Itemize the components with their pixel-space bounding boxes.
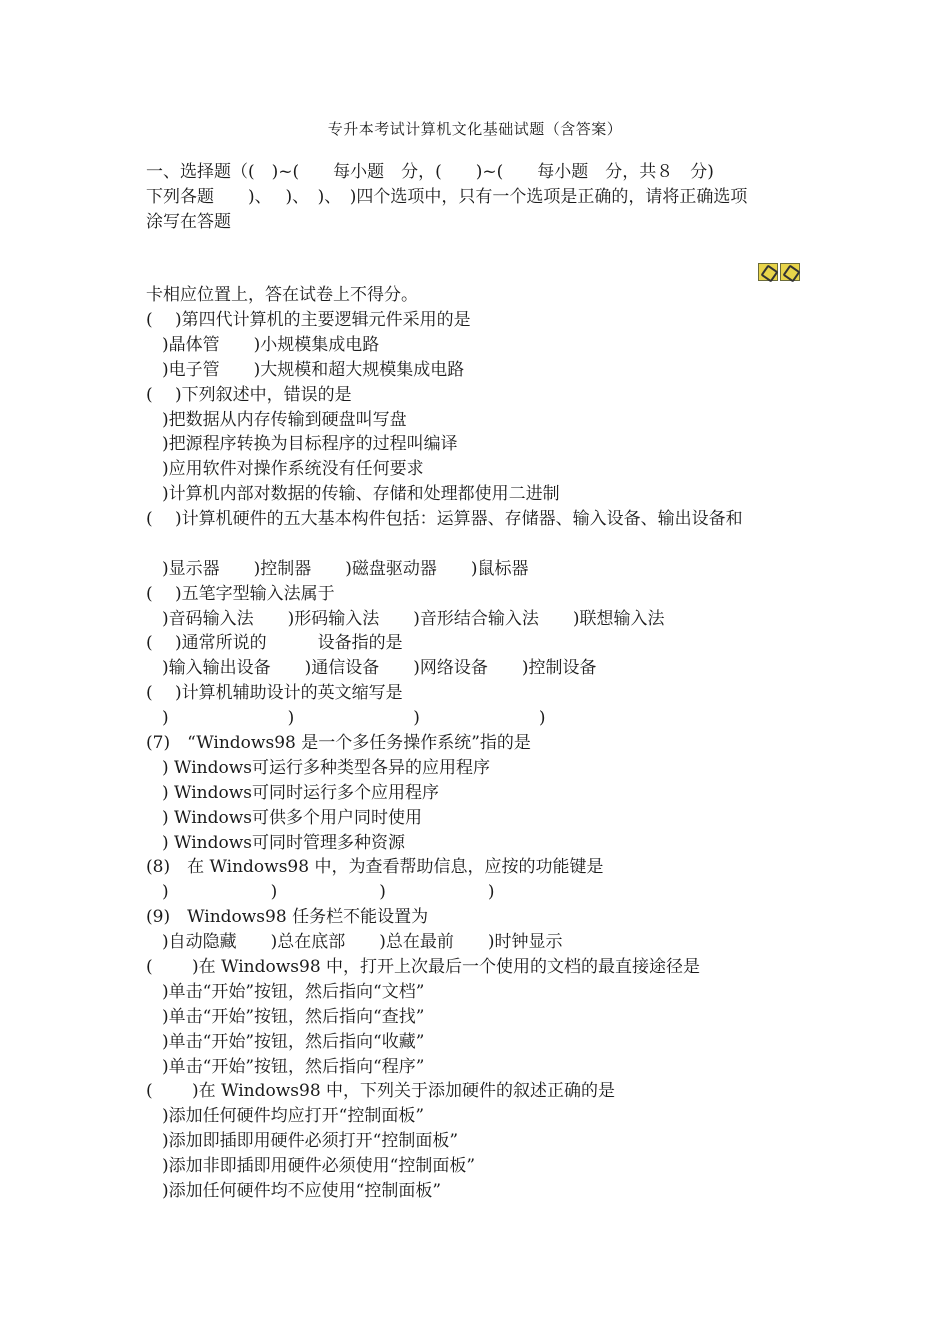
question-stem: ( )下列叙述中，错误的是 (146, 385, 352, 405)
question-stem: ( )通常所说的 设备指的是 (146, 633, 403, 653)
answer-option: ) ) ) ) (162, 708, 546, 728)
question-stem: (8) 在 Windows98 中，为查看帮助信息，应按的功能键是 (146, 857, 604, 877)
document-title: 专升本考试计算机文化基础试题（含答案） (327, 120, 623, 138)
question-stem: (7) “Windows98 是一个多任务操作系统”指的是 (146, 733, 531, 753)
answer-option: )输入输出设备 )通信设备 )网络设备 )控制设备 (162, 658, 597, 678)
answer-option: )单击“开始”按钮，然后指向“程序” (162, 1057, 425, 1077)
answer-option: )单击“开始”按钮，然后指向“查找” (162, 1007, 425, 1027)
instruction-line: 涂写在答题 (146, 212, 231, 232)
answer-option: )计算机内部对数据的传输、存储和处理都使用二进制 (162, 484, 560, 504)
answer-option: )单击“开始”按钮，然后指向“文档” (162, 982, 425, 1002)
answer-option: )添加非即插即用硬件必须使用“控制面板” (162, 1156, 476, 1176)
question-stem: ( )第四代计算机的主要逻辑元件采用的是 (146, 310, 471, 330)
question-stem: ( )计算机硬件的五大基本构件包括：运算器、存储器、输入设备、输出设备和 (146, 509, 743, 529)
answer-option: )添加即插即用硬件必须打开“控制面板” (162, 1131, 459, 1151)
answer-option: )添加任何硬件均不应使用“控制面板” (162, 1181, 442, 1201)
answer-option: )把源程序转换为目标程序的过程叫编译 (162, 434, 458, 454)
answer-option: )应用软件对操作系统没有任何要求 (162, 459, 424, 479)
question-stem: ( )五笔字型输入法属于 (146, 584, 335, 604)
answer-option: )电子管 )大规模和超大规模集成电路 (162, 360, 465, 380)
answer-option: ) Windows可同时管理多种资源 (162, 833, 405, 853)
instruction-line: 下列各题 )、 )、 )、 )四个选项中，只有一个选项是正确的，请将正确选项 (146, 187, 748, 207)
answer-option: )晶体管 )小规模集成电路 (162, 335, 380, 355)
answer-option: )单击“开始”按钮，然后指向“收藏” (162, 1032, 425, 1052)
section-heading: 一、选择题（( )~( 每小题 分，( )~( 每小题 分，共８ 分) (146, 162, 714, 182)
question-stem: ( )在 Windows98 中，下列关于添加硬件的叙述正确的是 (146, 1081, 616, 1101)
answer-option: )把数据从内存传输到硬盘叫写盘 (162, 410, 407, 430)
pencil-edit-icon (758, 263, 778, 281)
question-stem: ( )计算机辅助设计的英文缩写是 (146, 683, 403, 703)
answer-option: ) Windows可运行多种类型各异的应用程序 (162, 758, 490, 778)
answer-option: )自动隐藏 )总在底部 )总在最前 )时钟显示 (162, 932, 563, 952)
question-stem: (9) Windows98 任务栏不能设置为 (146, 907, 429, 927)
edit-icons (758, 263, 800, 281)
answer-option: )添加任何硬件均应打开“控制面板” (162, 1106, 425, 1126)
answer-option: )显示器 )控制器 )磁盘驱动器 )鼠标器 (162, 559, 529, 579)
answer-option: )音码输入法 )形码输入法 )音形结合输入法 )联想输入法 (162, 609, 665, 629)
answer-option: ) Windows可供多个用户同时使用 (162, 808, 422, 828)
answer-option: ) Windows可同时运行多个应用程序 (162, 783, 439, 803)
answer-option: ) ) ) ) (162, 882, 495, 902)
instruction-line: 卡相应位置上，答在试卷上不得分。 (146, 285, 418, 305)
pencil-edit-icon (780, 263, 800, 281)
question-stem: ( )在 Windows98 中，打开上次最后一个使用的文档的最直接途径是 (146, 957, 701, 977)
